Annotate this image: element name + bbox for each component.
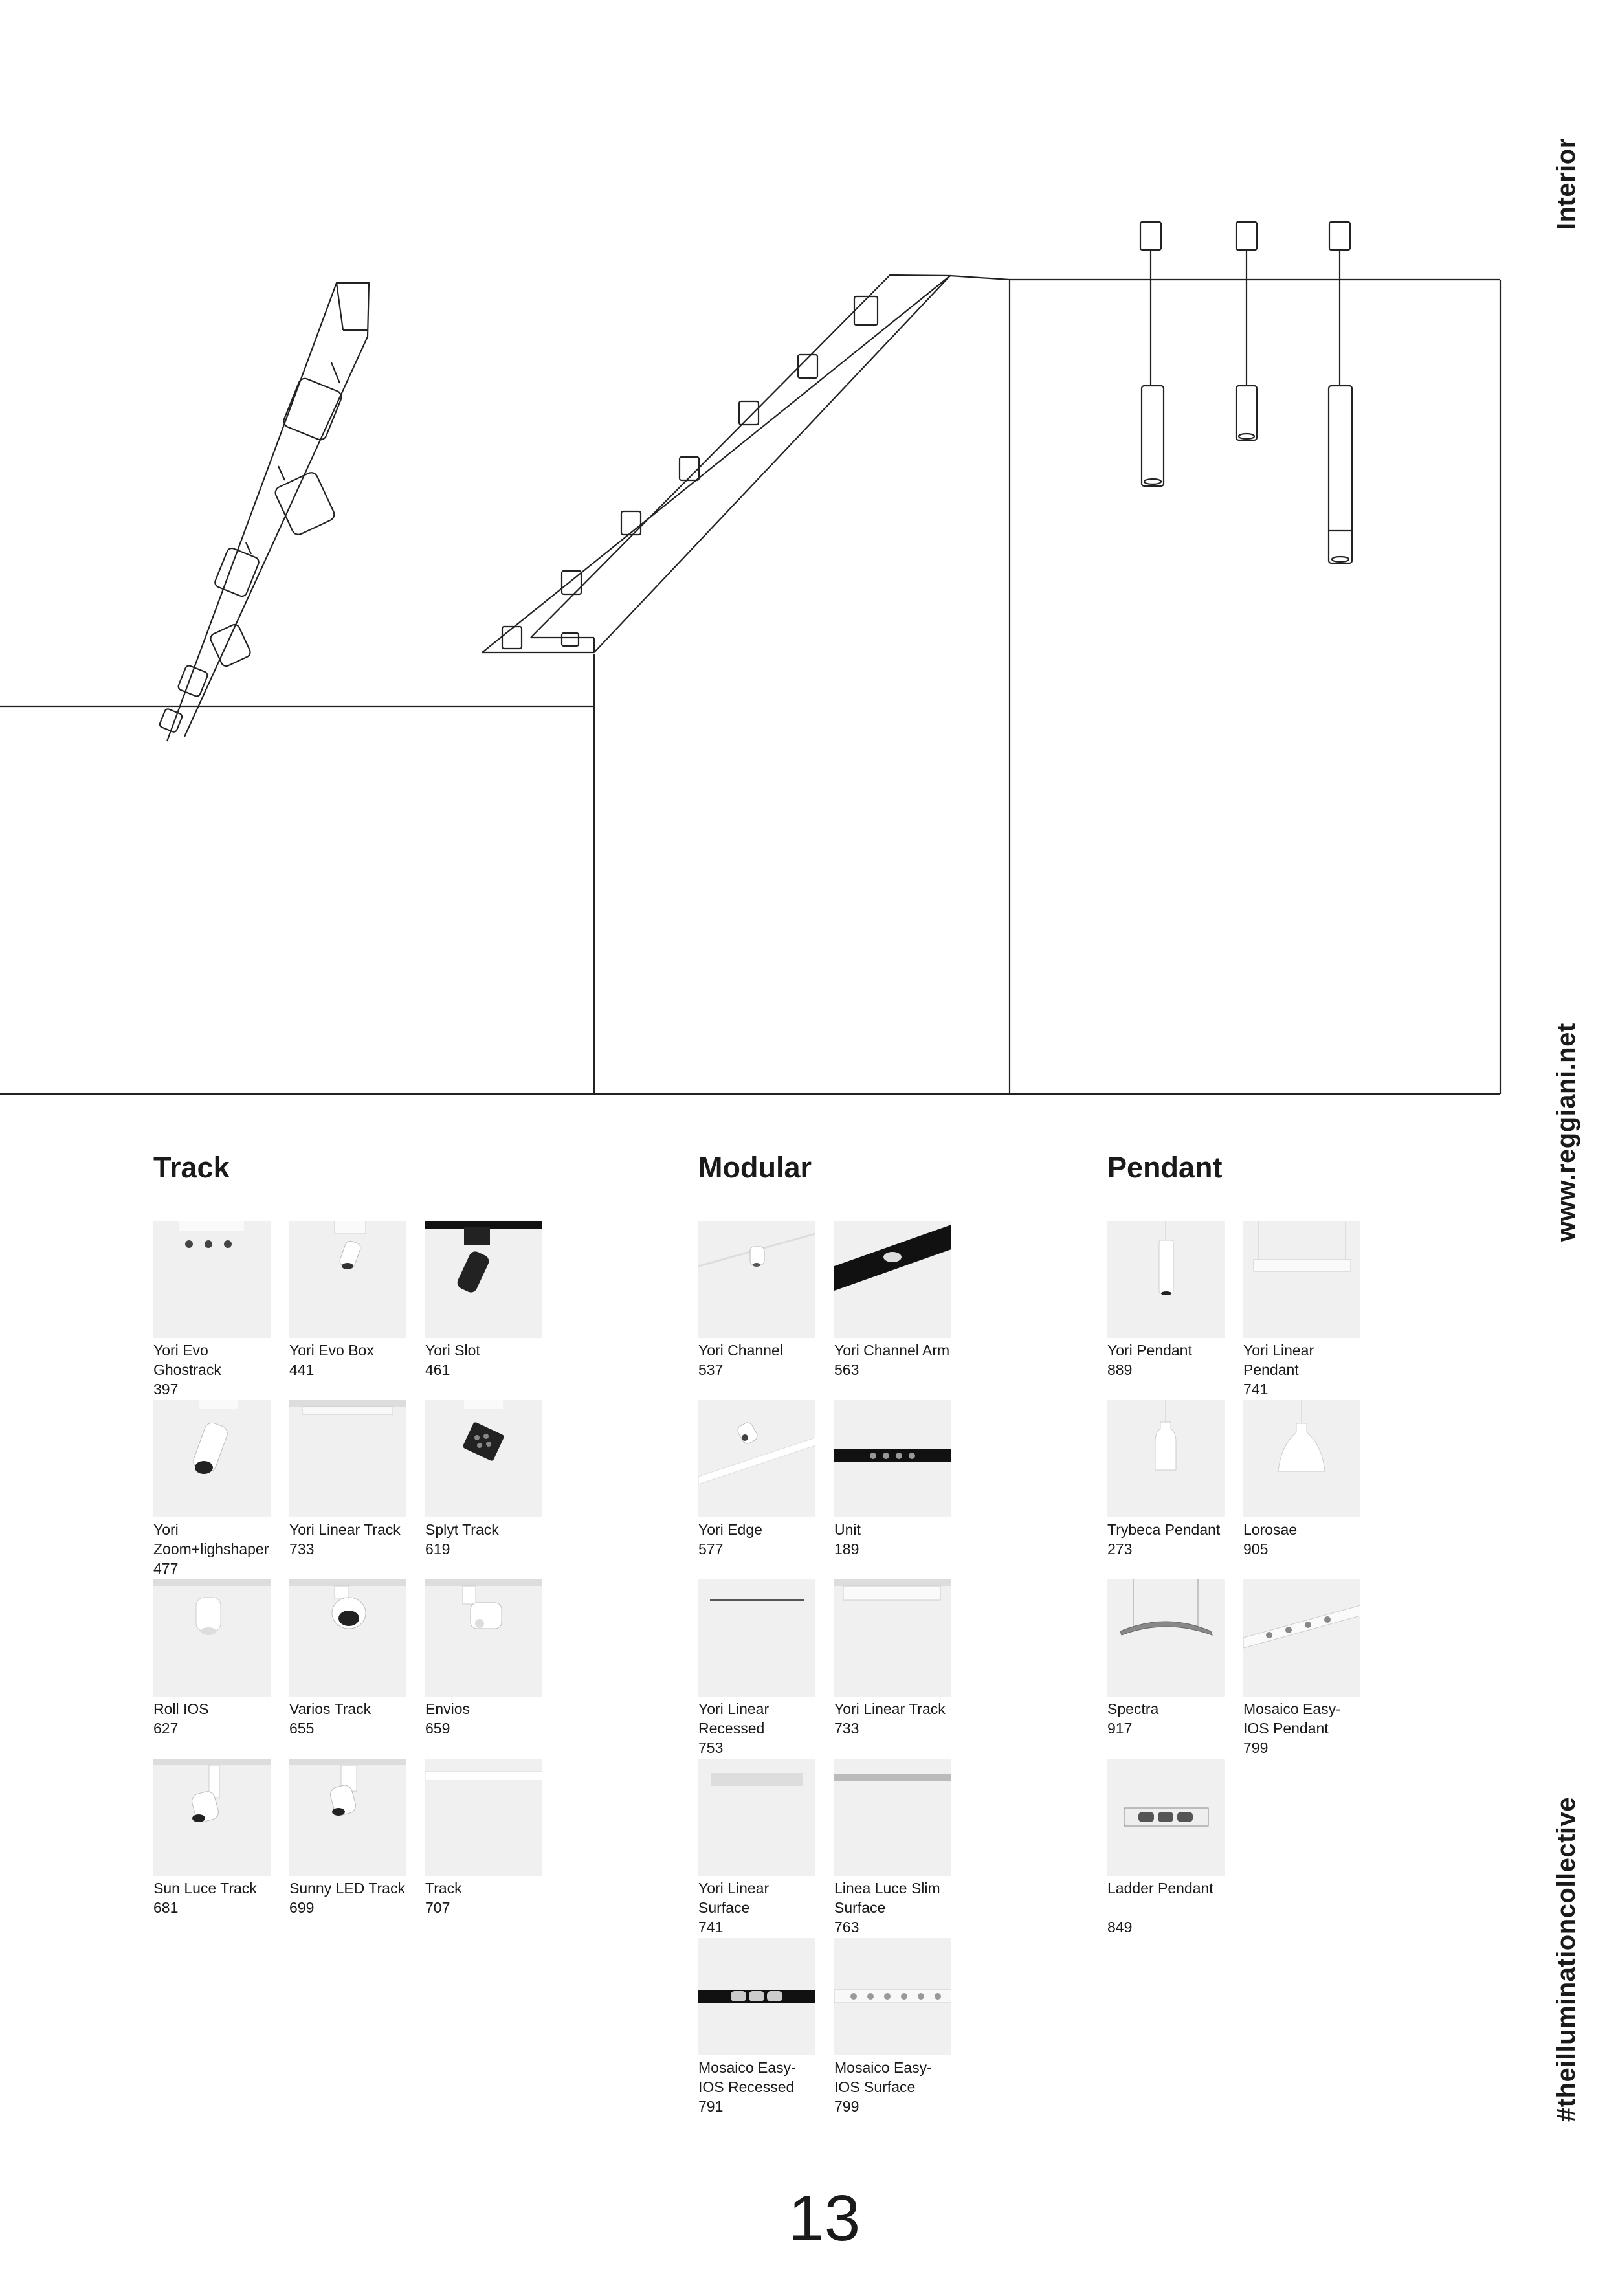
product-card[interactable]	[1107, 1579, 1225, 1738]
right-wall	[1010, 280, 1500, 1094]
product-card[interactable]	[834, 1221, 951, 1379]
product-card[interactable]	[153, 1400, 271, 1578]
product-card[interactable]	[289, 1400, 406, 1559]
linear-recessed-icon	[698, 1579, 815, 1697]
product-card[interactable]	[698, 1759, 815, 1937]
mosaico-surface-icon	[834, 1938, 951, 2055]
product-card[interactable]	[698, 1579, 815, 1757]
product-name: Yori Evo Ghostrack	[153, 1342, 221, 1378]
bell-pendant-icon	[1243, 1400, 1360, 1517]
product-page: 563	[834, 1361, 859, 1378]
pendant-section-title: Pendant	[1107, 1151, 1223, 1184]
product-name: Trybeca Pendant	[1107, 1521, 1221, 1538]
product-name: Yori Edge	[698, 1521, 762, 1538]
product-name: Yori Linear Recessed	[698, 1700, 770, 1737]
product-name: Sunny LED Track	[289, 1880, 405, 1897]
roll-spot-icon	[153, 1579, 271, 1697]
product-card[interactable]	[425, 1759, 542, 1917]
splyt-spot-icon	[425, 1400, 542, 1517]
zoom-spot-icon	[153, 1400, 271, 1517]
product-name: Yori Slot	[425, 1342, 480, 1359]
product-page: 707	[425, 1899, 450, 1916]
trybeca-pendant-icon	[1107, 1400, 1225, 1517]
product-card[interactable]	[289, 1759, 406, 1917]
product-page: 477	[153, 1560, 179, 1577]
product-card[interactable]	[1107, 1221, 1225, 1379]
product-page: 537	[698, 1361, 724, 1378]
envios-spot-icon	[425, 1579, 542, 1697]
linea-slim-icon	[834, 1759, 951, 1876]
product-card[interactable]	[1243, 1400, 1360, 1559]
product-page: 763	[834, 1919, 859, 1935]
product-page: 753	[698, 1739, 724, 1756]
product-name: Spectra	[1107, 1700, 1159, 1717]
sunny-spot-icon	[289, 1759, 406, 1876]
channel-arm-icon	[834, 1221, 951, 1338]
page-number: 13	[788, 2182, 861, 2255]
product-page: 619	[425, 1541, 450, 1557]
edge-spot-icon	[698, 1400, 815, 1517]
website-link[interactable]: www.reggiani.net	[1552, 1023, 1580, 1242]
product-card[interactable]	[153, 1579, 271, 1738]
product-page: 189	[834, 1541, 859, 1557]
product-name: Unit	[834, 1521, 861, 1538]
box-spot-icon	[289, 1221, 406, 1338]
product-page: 659	[425, 1720, 450, 1737]
product-name: Yori Linear Surface	[698, 1880, 770, 1916]
product-name: Mosaico Easy-IOS Recessed	[698, 2059, 796, 2095]
product-card[interactable]	[289, 1221, 406, 1379]
product-name: Varios Track	[289, 1700, 371, 1717]
channel-spot-icon	[698, 1221, 815, 1338]
product-name: Roll IOS	[153, 1700, 209, 1717]
product-page: 273	[1107, 1541, 1133, 1557]
product-page: 791	[698, 2098, 724, 2115]
product-page: 733	[834, 1720, 859, 1737]
ladder-pendant-icon	[1107, 1759, 1225, 1876]
track-rail-icon	[425, 1759, 542, 1876]
product-page: 733	[289, 1541, 315, 1557]
product-page: 681	[153, 1899, 179, 1916]
middle-wall	[482, 275, 1010, 1094]
product-page: 741	[698, 1919, 724, 1935]
product-name: Envios	[425, 1700, 471, 1717]
product-name: Yori Channel	[698, 1342, 783, 1359]
product-name: Yori Linear Pendant	[1243, 1342, 1314, 1378]
channel-spots	[502, 296, 878, 649]
hashtag-label: #theilluminationcollective	[1552, 1796, 1580, 2122]
product-name: Splyt Track	[425, 1521, 499, 1538]
product-card[interactable]	[153, 1759, 271, 1917]
product-name: Yori Evo Box	[289, 1342, 374, 1359]
varios-spot-icon	[289, 1579, 406, 1697]
product-card[interactable]	[1107, 1400, 1225, 1559]
product-page: 905	[1243, 1541, 1269, 1557]
linear-track-icon	[289, 1400, 406, 1517]
linear-pendant-icon	[1243, 1221, 1360, 1338]
sun-luce-spot-icon	[153, 1759, 271, 1876]
product-page: 397	[153, 1381, 179, 1398]
product-card[interactable]	[1243, 1221, 1360, 1399]
unit-bar-icon	[834, 1400, 951, 1517]
product-card[interactable]	[289, 1579, 406, 1738]
product-name: Yori Pendant	[1107, 1342, 1192, 1359]
slot-spot-icon	[425, 1221, 542, 1338]
product-card[interactable]	[1107, 1759, 1225, 1937]
product-card[interactable]	[834, 1938, 951, 2116]
product-page: 577	[698, 1541, 724, 1557]
product-page: 627	[153, 1720, 179, 1737]
product-card[interactable]	[425, 1579, 542, 1738]
track-rail	[159, 283, 369, 741]
linear-surface-icon	[698, 1759, 815, 1876]
pendant-lights	[1140, 222, 1352, 563]
product-card[interactable]	[698, 1400, 815, 1559]
category-label: Interior	[1552, 138, 1580, 230]
linear-track-icon	[834, 1579, 951, 1697]
product-page: 799	[1243, 1739, 1269, 1756]
arc-pendant-icon	[1107, 1579, 1225, 1697]
product-name: Yori Linear Track	[834, 1700, 946, 1717]
triple-spot-icon	[153, 1221, 271, 1338]
product-name: Sun Luce Track	[153, 1880, 257, 1897]
product-name: Lorosae	[1243, 1521, 1298, 1538]
product-name: Yori Linear Track	[289, 1521, 401, 1538]
product-page: 741	[1243, 1381, 1269, 1398]
product-page: 799	[834, 2098, 859, 2115]
cylinder-pendant-icon	[1107, 1221, 1225, 1338]
product-card[interactable]	[698, 1938, 815, 2116]
product-name: Ladder Pendant	[1107, 1880, 1214, 1897]
product-name: Mosaico Easy-IOS Pendant	[1243, 1700, 1341, 1737]
product-card[interactable]	[834, 1759, 951, 1937]
product-card[interactable]	[425, 1400, 542, 1559]
mosaico-pendant-icon	[1243, 1579, 1360, 1697]
product-card[interactable]	[698, 1221, 815, 1379]
product-name: Yori Channel Arm	[834, 1342, 950, 1359]
product-name: Linea Luce Slim Surface	[834, 1880, 940, 1916]
product-card[interactable]	[834, 1579, 951, 1738]
modular-section-title: Modular	[698, 1151, 812, 1184]
product-page: 655	[289, 1720, 315, 1737]
left-wall	[0, 706, 1500, 1094]
product-name: Track	[425, 1880, 462, 1897]
product-page: 461	[425, 1361, 450, 1378]
mosaico-recessed-icon	[698, 1938, 815, 2055]
product-name: Yori Zoom+lighshaper	[153, 1521, 269, 1557]
product-card[interactable]	[153, 1221, 271, 1399]
product-page: 849	[1107, 1919, 1133, 1935]
product-page: 917	[1107, 1720, 1133, 1737]
product-page: 699	[289, 1899, 315, 1916]
product-name: Mosaico Easy-IOS Surface	[834, 2059, 932, 2095]
product-page: 441	[289, 1361, 315, 1378]
product-card[interactable]	[834, 1400, 951, 1559]
interior-lighting-drawing	[0, 0, 1618, 1100]
product-card[interactable]	[1243, 1579, 1360, 1757]
product-page: 889	[1107, 1361, 1133, 1378]
track-section-title: Track	[153, 1151, 230, 1184]
product-card[interactable]	[425, 1221, 542, 1379]
